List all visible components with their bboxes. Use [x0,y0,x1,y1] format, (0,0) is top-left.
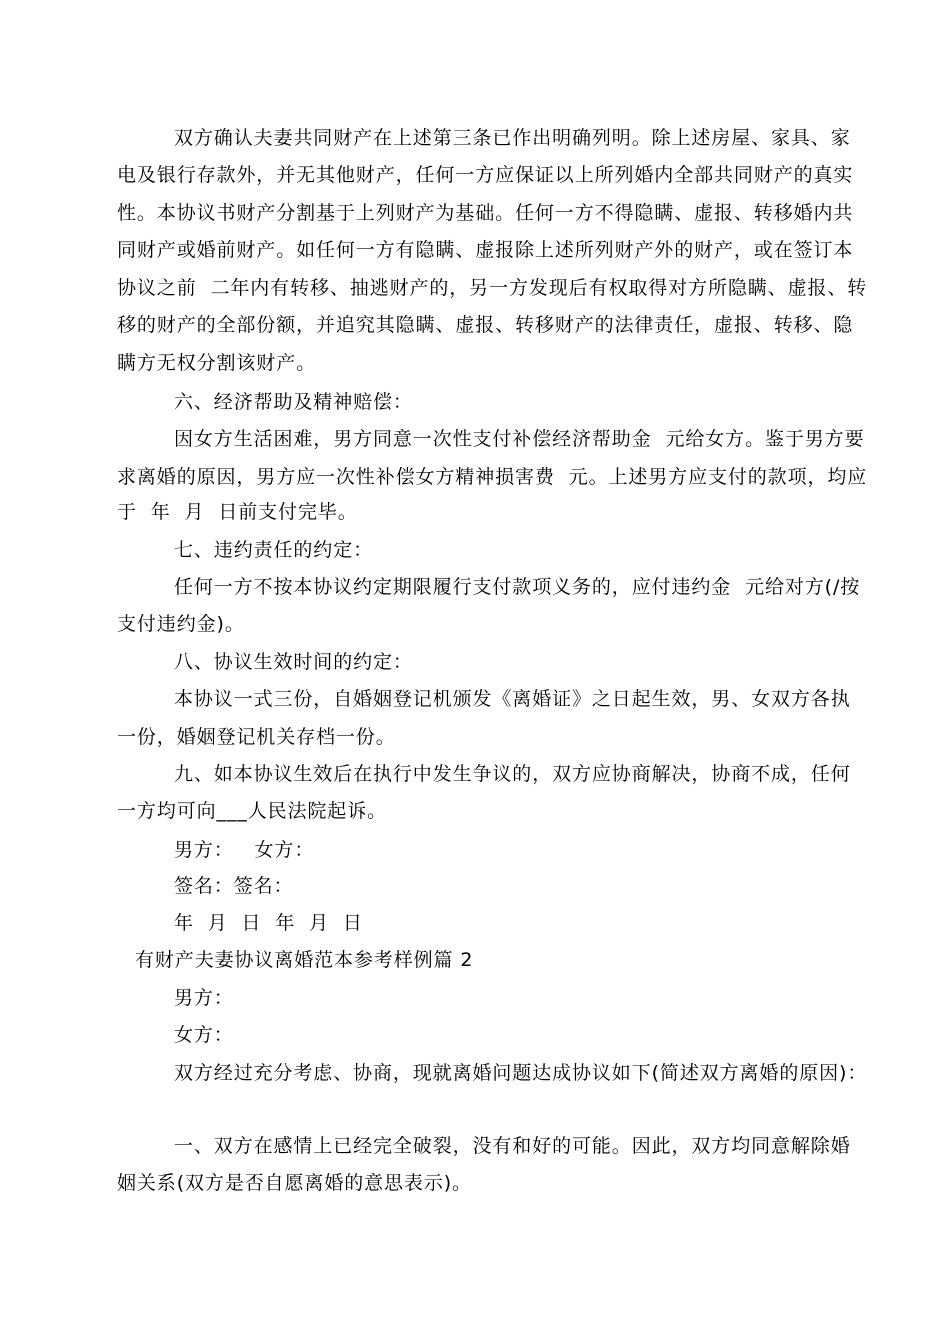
section-7-title: 七、违约责任的约定： [174,539,374,561]
property-paragraph-line: 双方确认夫妻共同财产在上述第三条已作出明确列明。除上述房屋、家具、家 [174,127,851,149]
section-6-body-line: 因女方生活困难，男方同意一次性支付补偿经济帮助金 元给女方。鉴于男方要 [174,428,865,450]
signature-names: 签名：签名： [174,875,294,897]
signature-parties: 男方： 女方： [174,839,315,861]
sample-2-intro: 双方经过充分考虑、协商，现就离婚问题达成协议如下(简述双方离婚的原因)： [174,1062,868,1084]
property-paragraph-line: 协议之前 二年内有转移、抽逃财产的，另一方发现后有权取得对方所隐瞒、虚报、转 [117,277,868,299]
sample-2-male-party: 男方： [174,987,234,1009]
section-7-body-line: 任何一方不按本协议约定期限履行支付款项义务的，应付违约金 元给对方(/按 [174,576,861,598]
section-9-body-line: 一方均可向___人民法院起诉。 [117,800,388,822]
sample-2-clause-1-line: 一、双方在感情上已经完全破裂，没有和好的可能。因此，双方均同意解除婚 [174,1135,851,1157]
property-paragraph-line: 移的财产的全部份额，并追究其隐瞒、虚报、转移财产的法律责任，虚报、转移、隐 [117,314,854,336]
section-9-body-line: 九、如本协议生效后在执行中发生争议的，双方应协商解决，协商不成，任何 [174,763,851,785]
section-8-body-line: 本协议一式三份，自婚姻登记机颁发《离婚证》之日起生效，男、女双方各执 [174,688,851,710]
section-8-title: 八、协议生效时间的约定： [174,651,413,673]
section-6-body-line: 求离婚的原因，男方应一次性补偿女方精神损害费 元。上述男方应支付的款项，均应 [117,466,868,488]
signature-dates: 年 月 日 年 月 日 [174,912,363,934]
sample-2-clause-1-line: 姻关系(双方是否自愿离婚的意思表示)。 [117,1172,472,1194]
property-paragraph-line: 同财产或婚前财产。如任何一方有隐瞒、虚报除上述所列财产外的财产，或在签订本 [117,239,854,261]
section-6-title: 六、经济帮助及精神赔偿： [174,391,413,413]
sample-2-female-party: 女方： [174,1024,234,1046]
sample-2-title: 有财产夫妻协议离婚范本参考样例篇 2 [135,949,474,971]
section-7-body-line: 支付违约金)。 [117,613,245,635]
section-6-body-line: 于 年 月 日前支付完毕。 [117,501,358,523]
property-paragraph-line: 瞒方无权分割该财产。 [117,352,317,374]
property-paragraph-line: 电及银行存款外，并无其他财产，任何一方应保证以上所列婚内全部共同财产的真实 [117,164,854,186]
property-paragraph-line: 性。本协议书财产分割基于上列财产为基础。任何一方不得隐瞒、虚报、转移婚内共 [117,202,854,224]
section-8-body-line: 一份，婚姻登记机关存档一份。 [117,726,396,748]
